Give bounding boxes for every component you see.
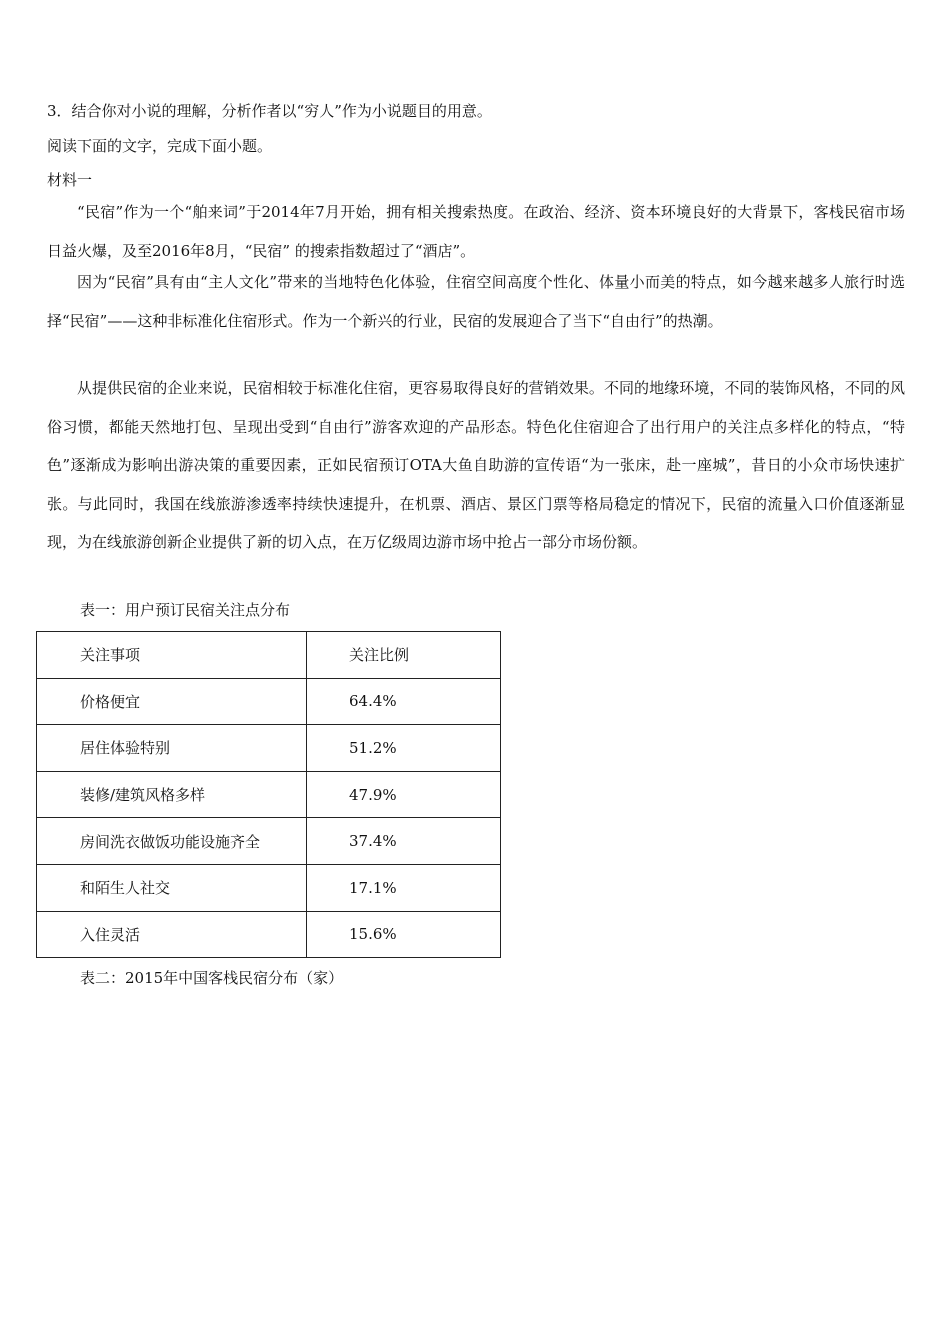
row-item: 价格便宜 xyxy=(37,678,307,725)
header-attention-ratio: 关注比例 xyxy=(307,632,501,679)
row-ratio: 64.4% xyxy=(307,678,501,725)
paragraph-2: 因为“民宿”具有由“主人文化”带来的当地特色化体验，住宿空间高度个性化、体量小而美的特点，如今越来越多人旅行时选择“民宿”——这种非标准化住宿形式。作为一个新兴的行业，民宿的发展迎合了当下“自由行”的热潮。 xyxy=(47,273,905,330)
table-row xyxy=(37,678,501,725)
table2-caption: 表二：2015年中国客栈民宿分布（家） xyxy=(80,969,344,987)
table-header-row xyxy=(37,632,501,679)
row-ratio: 15.6% xyxy=(307,911,501,958)
attention-distribution-table xyxy=(36,631,501,958)
paragraph-3: 从提供民宿的企业来说，民宿相较于标准化住宿，更容易取得良好的营销效果。不同的地缘环境，不同的装饰风格，不同的风俗习惯，都能天然地打包、呈现出受到“自由行”游客欢迎的产品形态。特色化住宿迎合了出行用户的关注点多样化的特点，“特色”逐渐成为影响出游决策的重要因素，正如民宿预订OTA大鱼自助游的宣传语“为一张床，赴一座城”，昔日的小众市场快速扩张。与此同时，我国在线旅游渗透率持续快速提升，在机票、酒店、景区门票等格局稳定的情况下，民宿的流量入口价值逐渐显现，为在线旅游创新企业提供了新的切入点，在万亿级周边游市场中抢占一部分市场份额。 xyxy=(47,379,905,551)
table-row xyxy=(37,725,501,772)
material-label: 材料一 xyxy=(47,171,93,189)
question-text: 3．结合你对小说的理解，分析作者以“穷人”作为小说题目的用意。 xyxy=(47,102,492,120)
row-ratio: 51.2% xyxy=(307,725,501,772)
row-ratio: 47.9% xyxy=(307,771,501,818)
paragraph-1: “民宿”作为一个“舶来词”于2014年7月开始，拥有相关搜索热度。在政治、经济、资本环境良好的大背景下，客栈民宿市场日益火爆，及至2016年8月，“民宿” 的搜索指数超过了“酒店”。 xyxy=(47,203,905,260)
table-row xyxy=(37,864,501,911)
table-row xyxy=(37,911,501,958)
row-ratio: 37.4% xyxy=(307,818,501,865)
row-item: 入住灵活 xyxy=(37,911,307,958)
row-item: 房间洗衣做饭功能设施齐全 xyxy=(37,818,307,865)
row-item: 居住体验特别 xyxy=(37,725,307,772)
table-row xyxy=(37,818,501,865)
row-item: 装修/建筑风格多样 xyxy=(37,771,307,818)
row-item: 和陌生人社交 xyxy=(37,864,307,911)
header-attention-item: 关注事项 xyxy=(37,632,307,679)
table1-caption: 表一：用户预订民宿关注点分布 xyxy=(80,601,291,619)
table-row xyxy=(37,771,501,818)
row-ratio: 17.1% xyxy=(307,864,501,911)
reading-instruction: 阅读下面的文字，完成下面小题。 xyxy=(47,137,273,155)
